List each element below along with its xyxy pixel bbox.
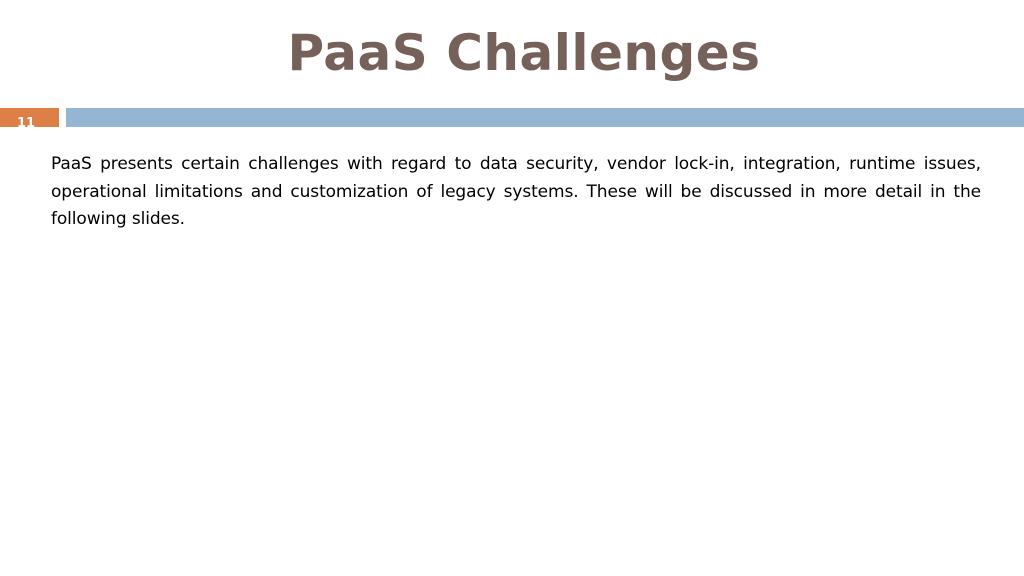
slide-title: PaaS Challenges [287,24,761,82]
slide-number: 11 [17,116,36,127]
slide-number-bar [0,108,59,127]
slide-body-text: PaaS presents certain challenges with regard to data security, vendor lock-in, integration, runtime issues, operational limitations and customization of legacy systems. These will be discussed in more detail in the following slides. [51,154,981,229]
title-accent-bar [66,108,1024,127]
